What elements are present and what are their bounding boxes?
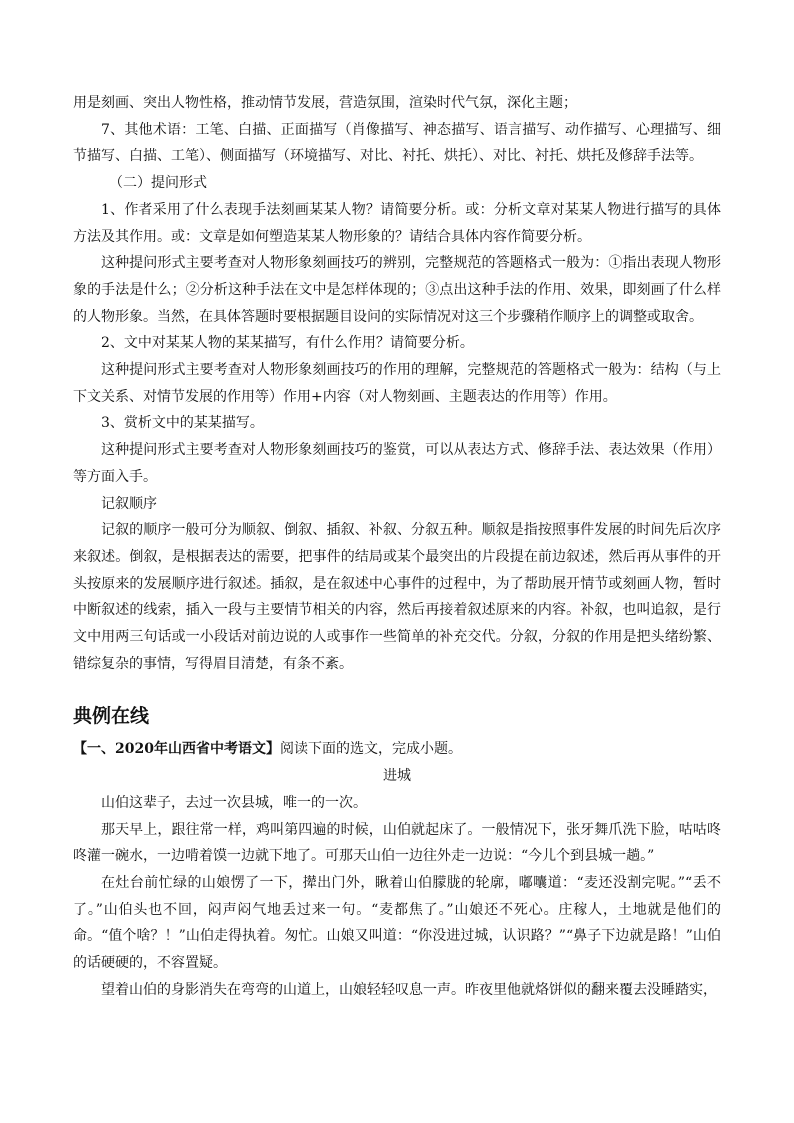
- question-3: 3、赏析文中的某某描写。: [101, 415, 264, 432]
- heading-narrative-order: 记叙顺序: [101, 495, 157, 512]
- passage-paragraph: 那天早上，跟往常一样，鸡叫第四遍的时候，山伯就起床了。一般情况下，张牙舞爪洗下脸，咕咕咚咚灌一碗水，一边啃着馍一边就下地了。可那天山伯一边往外走一边说：“今儿个到县城一趟。”: [73, 821, 721, 865]
- example-instruction: 阅读下面的选文，完成小题。: [279, 741, 462, 758]
- question-1-explanation: 这种提问形式主要考查对人物形象刻画技巧的辨别，完整规范的答题格式一般为：①指出表现人物形象的手法是什么；②分析这种手法在文中是怎样体现的；③点出这种手法的作用、效果，即刻画了什么样的人物形象。当然，在具体答题时要根据题目设问的实际情况对这三个步骤稍作顺序上的调整或取舍。: [73, 255, 721, 325]
- heading-question-forms: （二）提问形式: [109, 175, 207, 192]
- question-3-explanation: 这种提问形式主要考查对人物形象刻画技巧的鉴赏，可以从表达方式、修辞手法、表达效果（作用）等方面入手。: [73, 442, 721, 485]
- question-2-explanation: 这种提问形式主要考查对人物形象刻画技巧的作用的理解，完整规范的答题格式一般为：结构（与上下文关系、对情节发展的作用等）作用+内容（对人物刻画、主题表达的作用等）作用。: [73, 362, 721, 405]
- document-page: [73, 90, 721, 1004]
- passage-paragraph: 山伯这辈子，去过一次县城，唯一的一次。: [101, 794, 367, 811]
- section-title-examples: 典例在线: [73, 705, 150, 728]
- example-source-tag: 【一、2020年山西省中考语文】: [73, 741, 280, 758]
- paragraph-continuation: 用是刻画、突出人物性格，推动情节发展，营造氛围，渲染时代气氛，深化主题；: [73, 95, 577, 111]
- example-source-line: [73, 736, 721, 763]
- passage-title: 进城: [383, 768, 411, 785]
- passage-paragraph: 在灶台前忙绿的山娘愣了一下，撵出门外，瞅着山伯朦胧的轮廓，嘟囔道：“麦还没割完呢。”“丢不了。”山伯头也不回，闷声闷气地丢过来一句。“麦都焦了。”山娘还不死心。庄稼人，土地就是他们的命。“值个啥？！”山伯走得执着。匆忙。山娘又叫道：“你没进过城，认识路？”“鼻子下边就是路！”山伯的话硬硬的，不容置疑。: [73, 874, 721, 972]
- question-1: 1、作者采用了什么表现手法刻画某某人物？请简要分析。或：分析文章对某某人物进行描写的具体方法及其作用。或：文章是如何塑造某某人物形象的？请结合具体内容作简要分析。: [73, 201, 721, 245]
- question-2: 2、文中对某某人物的某某描写，有什么作用？请简要分析。: [101, 335, 474, 352]
- passage-paragraph: 望着山伯的身影消失在弯弯的山道上，山娘轻轻叹息一声。昨夜里他就烙饼似的翻来覆去没睡踏实，: [101, 981, 717, 998]
- narrative-order-body: 记叙的顺序一般可分为顺叙、倒叙、插叙、补叙、分叙五种。顺叙是指按照事件发展的时间先后次序来叙述。倒叙，是根据表达的需要，把事件的结局或某个最突出的片段提在前边叙述，然后再从事件的开头按原来的发展顺序进行叙述。插叙，是在叙述中心事件的过程中，为了帮助展开情节或刻画人物，暂时中断叙述的线索，插入一段与主要情节相关的内容，然后再接着叙述原来的内容。补叙，也叫追叙，是行文中用两三句话或一小段话对前边说的人或事作一些简单的补充交代。分叙，分叙的作用是把头绪纷繁、错综复杂的事情，写得眉目清楚，有条不紊。: [73, 522, 721, 672]
- paragraph-other-terms: 7、其他术语：工笔、白描、正面描写（肖像描写、神态描写、语言描写、动作描写、心理描写、细节描写、白描、工笔）、侧面描写（环境描写、对比、衬托、烘托）、对比、衬托、烘托及修辞手法等。: [73, 121, 721, 165]
